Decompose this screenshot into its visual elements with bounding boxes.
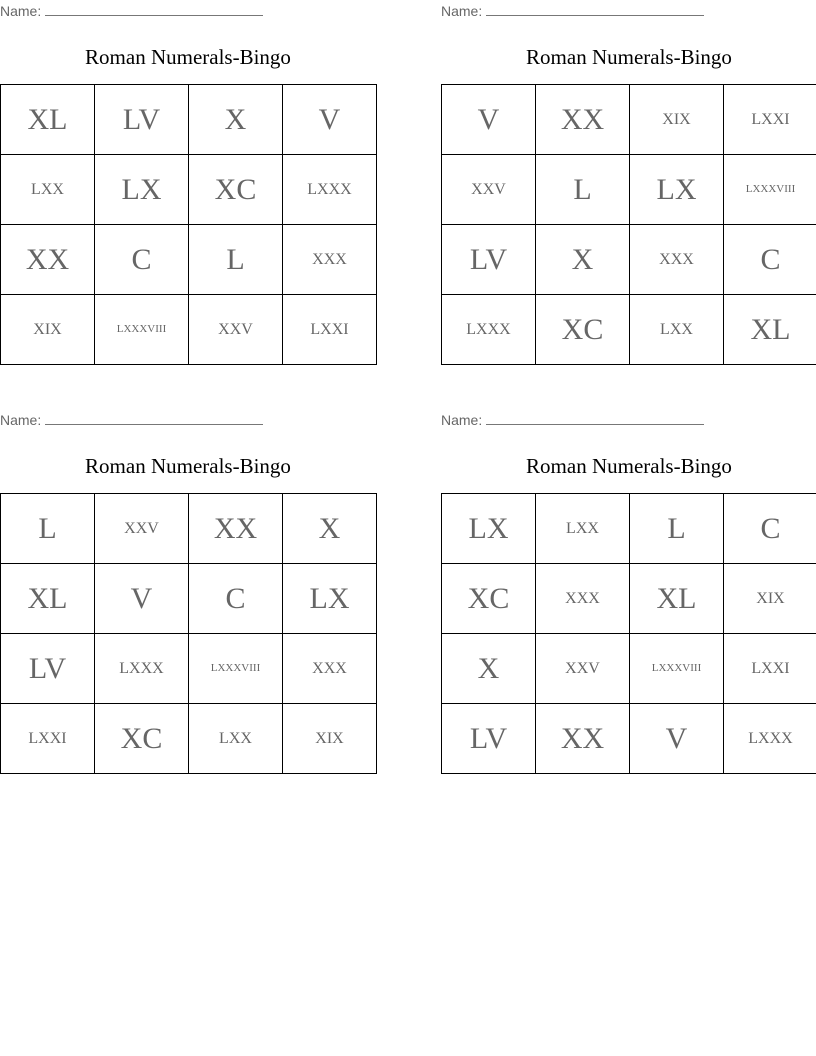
bingo-card-4 bbox=[441, 410, 816, 755]
card-title: Roman Numerals-Bingo bbox=[526, 45, 732, 69]
bingo-cell: L bbox=[536, 155, 630, 225]
name-line bbox=[45, 410, 263, 425]
bingo-cell: LX bbox=[442, 494, 536, 564]
bingo-cell: XC bbox=[95, 704, 189, 774]
grid-row bbox=[442, 155, 816, 225]
card-title: Roman Numerals-Bingo bbox=[85, 454, 291, 478]
grid-row bbox=[1, 225, 377, 295]
bingo-cell: XXV bbox=[442, 155, 536, 225]
bingo-cell: XL bbox=[1, 564, 95, 634]
bingo-cell: V bbox=[442, 85, 536, 155]
grid-row bbox=[442, 494, 816, 564]
bingo-cell: XXX bbox=[630, 225, 724, 295]
bingo-cell: XXX bbox=[283, 225, 377, 295]
bingo-cell: LV bbox=[442, 704, 536, 774]
bingo-cell: XXV bbox=[95, 494, 189, 564]
name-field[interactable] bbox=[0, 1, 376, 21]
grid-row bbox=[1, 155, 377, 225]
card-title: Roman Numerals-Bingo bbox=[85, 45, 291, 69]
bingo-cell: LXXI bbox=[283, 295, 377, 365]
bingo-cell: LXXI bbox=[724, 634, 816, 704]
bingo-grid bbox=[441, 84, 816, 365]
bingo-cell: LXXX bbox=[442, 295, 536, 365]
bingo-cell: C bbox=[189, 564, 283, 634]
name-label: Name: bbox=[441, 3, 483, 19]
grid-row bbox=[1, 634, 377, 704]
name-label: Name: bbox=[0, 3, 42, 19]
bingo-cell: LXXX bbox=[724, 704, 816, 774]
bingo-cell: LV bbox=[1, 634, 95, 704]
bingo-cell: L bbox=[189, 225, 283, 295]
bingo-cell: LXX bbox=[1, 155, 95, 225]
bingo-cell: XXX bbox=[283, 634, 377, 704]
bingo-cell: LXXX bbox=[283, 155, 377, 225]
bingo-grid bbox=[0, 493, 377, 774]
bingo-cell: LX bbox=[283, 564, 377, 634]
bingo-cell: LXXI bbox=[1, 704, 95, 774]
name-line bbox=[486, 410, 704, 425]
grid-row bbox=[442, 634, 816, 704]
name-field[interactable] bbox=[0, 410, 376, 430]
bingo-cell: X bbox=[189, 85, 283, 155]
bingo-cell: XX bbox=[536, 704, 630, 774]
grid-row bbox=[442, 85, 816, 155]
bingo-cell: C bbox=[724, 225, 816, 295]
bingo-cell: XL bbox=[724, 295, 816, 365]
bingo-cell: X bbox=[536, 225, 630, 295]
bingo-cell: XC bbox=[189, 155, 283, 225]
name-label: Name: bbox=[441, 412, 483, 428]
bingo-cell: XIX bbox=[1, 295, 95, 365]
name-line bbox=[486, 1, 704, 16]
grid-row bbox=[1, 295, 377, 365]
bingo-cell: XXV bbox=[536, 634, 630, 704]
bingo-cell: XX bbox=[189, 494, 283, 564]
bingo-cell: L bbox=[630, 494, 724, 564]
bingo-cell: XL bbox=[1, 85, 95, 155]
bingo-cell: XXV bbox=[189, 295, 283, 365]
bingo-cell: LX bbox=[95, 155, 189, 225]
bingo-cell: LV bbox=[442, 225, 536, 295]
name-line bbox=[45, 1, 263, 16]
grid-row bbox=[442, 295, 816, 365]
bingo-cell: XC bbox=[442, 564, 536, 634]
bingo-cell: LX bbox=[630, 155, 724, 225]
bingo-cell: V bbox=[95, 564, 189, 634]
bingo-cell: C bbox=[95, 225, 189, 295]
bingo-cell: LXXXVIII bbox=[189, 634, 283, 704]
bingo-cell: X bbox=[442, 634, 536, 704]
bingo-card-2 bbox=[441, 1, 816, 346]
bingo-cell: XC bbox=[536, 295, 630, 365]
bingo-cell: C bbox=[724, 494, 816, 564]
bingo-grid bbox=[0, 84, 377, 365]
bingo-cell: LXX bbox=[536, 494, 630, 564]
name-field[interactable] bbox=[441, 1, 816, 21]
grid-row bbox=[442, 225, 816, 295]
bingo-cell: LV bbox=[95, 85, 189, 155]
grid-row bbox=[442, 564, 816, 634]
bingo-cell: V bbox=[630, 704, 724, 774]
bingo-cell: LXX bbox=[630, 295, 724, 365]
bingo-cell: XIX bbox=[283, 704, 377, 774]
grid-row bbox=[1, 85, 377, 155]
bingo-card-3 bbox=[0, 410, 376, 755]
bingo-cell: L bbox=[1, 494, 95, 564]
bingo-cell: LXXI bbox=[724, 85, 816, 155]
bingo-card-1 bbox=[0, 1, 376, 338]
bingo-cell: XX bbox=[536, 85, 630, 155]
bingo-cell: XL bbox=[630, 564, 724, 634]
name-label: Name: bbox=[0, 412, 42, 428]
bingo-cell: XXX bbox=[536, 564, 630, 634]
bingo-cell: XIX bbox=[724, 564, 816, 634]
bingo-cell: LXXX bbox=[95, 634, 189, 704]
bingo-grid bbox=[441, 493, 816, 774]
bingo-cell: LXX bbox=[189, 704, 283, 774]
bingo-cell: X bbox=[283, 494, 377, 564]
bingo-cell: XX bbox=[1, 225, 95, 295]
grid-row bbox=[1, 564, 377, 634]
bingo-cell: LXXXVIII bbox=[95, 295, 189, 365]
bingo-cell: V bbox=[283, 85, 377, 155]
bingo-cell: LXXXVIII bbox=[724, 155, 816, 225]
card-title: Roman Numerals-Bingo bbox=[526, 454, 732, 478]
grid-row bbox=[1, 494, 377, 564]
grid-row bbox=[442, 704, 816, 774]
grid-row bbox=[1, 704, 377, 774]
name-field[interactable] bbox=[441, 410, 816, 430]
bingo-cell: LXXXVIII bbox=[630, 634, 724, 704]
bingo-cell: XIX bbox=[630, 85, 724, 155]
